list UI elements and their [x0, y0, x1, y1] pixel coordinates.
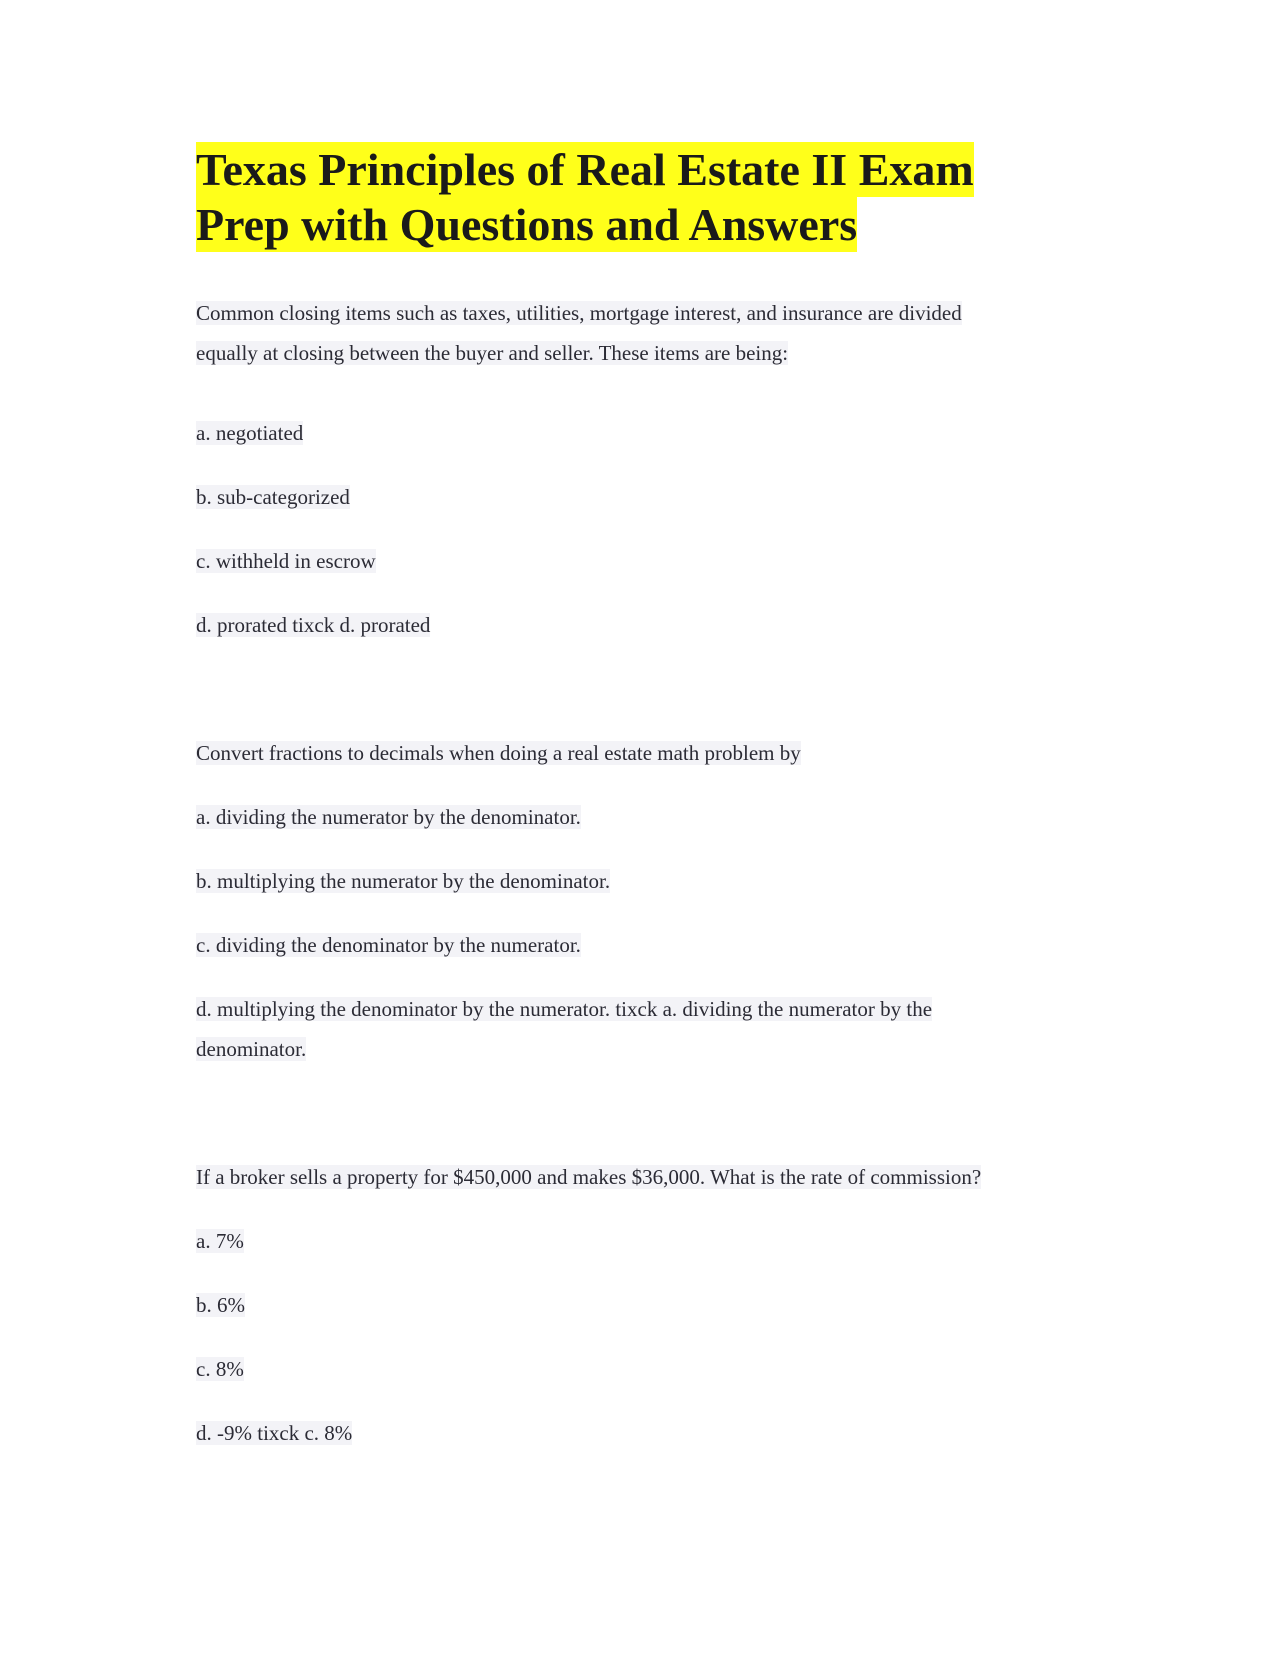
question-1-stem-line-2: equally at closing between the buyer and seller. These items are being:: [196, 341, 789, 365]
question-3-option-d-text: d. -9% tixck c. 8%: [196, 1421, 353, 1445]
question-3-option-c: [196, 1349, 1096, 1389]
question-2-option-a-text: a. dividing the numerator by the denominator.: [196, 805, 581, 829]
title-line-2: Prep with Questions and Answers: [196, 199, 858, 250]
question-3-stem: [196, 1157, 1096, 1197]
question-3-option-b: [196, 1285, 1096, 1325]
question-3-option-a-text: a. 7%: [196, 1229, 244, 1253]
question-3-option-a: [196, 1221, 1096, 1261]
question-1-option-d-text: d. prorated tixck d. prorated: [196, 613, 431, 637]
question-2-option-d-line-2: denominator.: [196, 1037, 307, 1061]
question-2-option-d-line-1: d. multiplying the denominator by the numerator. tixck a. dividing the numerator by the: [196, 997, 933, 1021]
question-2-option-b: [196, 861, 1096, 901]
question-1-option-c: [196, 541, 1096, 581]
question-1-option-b-text: b. sub-categorized: [196, 485, 350, 509]
question-2-stem: [196, 733, 1096, 773]
question-1-option-c-text: c. withheld in escrow: [196, 549, 376, 573]
question-1-option-a: [196, 413, 1096, 453]
question-3-option-d: [196, 1413, 1096, 1453]
question-2-option-c: [196, 925, 1096, 965]
question-1-option-a-text: a. negotiated: [196, 421, 304, 445]
question-2-stem-line-1: Convert fractions to decimals when doing a real estate math problem by: [196, 741, 801, 765]
question-2-option-a: [196, 797, 1096, 837]
question-2-option-c-text: c. dividing the denominator by the numerator.: [196, 933, 581, 957]
question-1-option-d: [196, 605, 1096, 645]
question-2-option-d: [196, 989, 1096, 1069]
question-1-stem-line-1: Common closing items such as taxes, utilities, mortgage interest, and insurance are divided: [196, 301, 962, 325]
question-2-option-b-text: b. multiplying the numerator by the denominator.: [196, 869, 611, 893]
document-title: [196, 142, 1096, 252]
question-1-stem: [196, 293, 1096, 373]
question-3-option-b-text: b. 6%: [196, 1293, 245, 1317]
question-3-stem-line-1: If a broker sells a property for $450,000 and makes $36,000. What is the rate of commission?: [196, 1165, 982, 1189]
question-1-option-b: [196, 477, 1096, 517]
title-line-1: Texas Principles of Real Estate II Exam: [196, 144, 974, 195]
question-3-option-c-text: c. 8%: [196, 1357, 244, 1381]
